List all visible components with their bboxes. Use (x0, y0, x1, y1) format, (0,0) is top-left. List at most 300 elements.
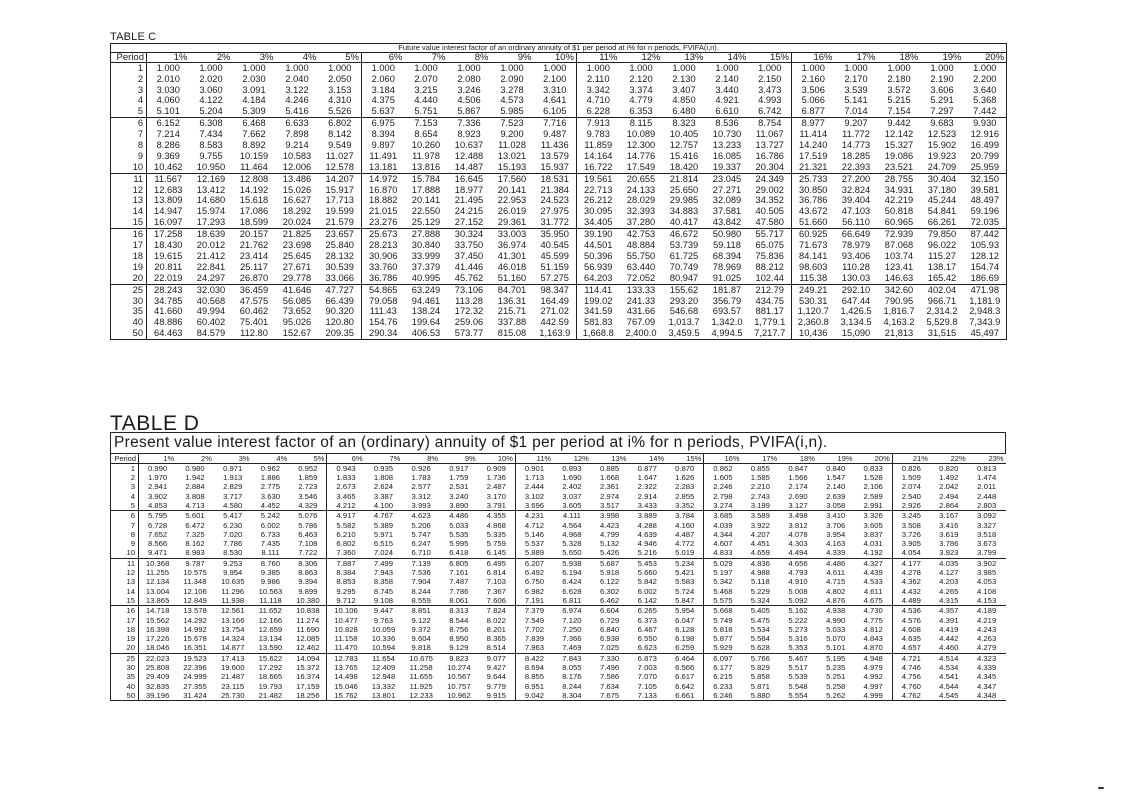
rate-header: 3% (214, 454, 252, 464)
factor-cell: 6.472 (185, 520, 205, 530)
table-row (111, 317, 1007, 328)
factor-cell: 2.283 (666, 483, 704, 492)
factor-cell: 3,134.5 (840, 317, 872, 328)
rate-header: 10% (534, 52, 577, 63)
rate-header: 20% (964, 52, 1007, 63)
factor-cell: 0.840 (826, 463, 846, 473)
factor-cell: 13.801 (365, 691, 403, 701)
factor-cell: 25.840 (319, 240, 362, 251)
factor-cell: 36.974 (497, 240, 527, 251)
factor-cell: 3.310 (534, 85, 577, 96)
factor-cell: 6.233 (713, 681, 733, 691)
factor-cell: 4.544 (939, 681, 959, 691)
factor-cell: 7.652 (147, 530, 168, 539)
factor-cell: 0.820 (939, 463, 959, 473)
factor-cell: 9.369 (156, 151, 180, 161)
table-row (111, 107, 1007, 118)
factor-cell: 5.033 (449, 520, 469, 530)
factor-cell: 1.713 (524, 473, 545, 483)
factor-cell: 7.904 (411, 577, 431, 587)
factor-cell: 1.913 (223, 473, 243, 483)
factor-cell: 4.310 (319, 96, 362, 107)
table-row (111, 673, 1006, 682)
factor-cell: 29.409 (145, 672, 170, 682)
period-cell: 5 (111, 107, 147, 118)
factor-cell: 56.085 (282, 295, 312, 306)
factor-cell: 9.930 (964, 118, 1007, 129)
factor-cell: 165.42 (927, 272, 957, 283)
factor-cell: 4.315 (939, 596, 959, 605)
rate-header: 11% (577, 52, 620, 63)
factor-cell: 12.488 (454, 151, 484, 161)
factor-cell: 18.665 (258, 672, 283, 682)
factor-cell: 6.002 (260, 520, 281, 530)
factor-cell: 3.465 (336, 491, 356, 501)
factor-cell: 12.134 (145, 577, 170, 587)
factor-cell: 10.675 (402, 653, 440, 663)
factor-cell: 4.946 (637, 539, 657, 549)
factor-cell: 14.487 (454, 162, 484, 172)
factor-cell: 4.657 (901, 643, 921, 653)
factor-cell: 2.577 (411, 482, 431, 492)
factor-cell: 1,426.5 (840, 306, 872, 317)
factor-cell: 3.327 (976, 520, 997, 530)
factor-cell: 271.02 (534, 307, 577, 318)
factor-cell: 3.717 (223, 491, 243, 501)
factor-cell: 46.018 (497, 262, 527, 272)
factor-cell: 4.746 (901, 663, 921, 673)
factor-cell: 54.841 (927, 206, 957, 217)
factor-cell: 17.519 (799, 151, 828, 161)
period-cell: 50 (111, 328, 147, 339)
table-row (111, 492, 1006, 501)
factor-cell: 43.672 (799, 206, 828, 217)
factor-cell: 19.599 (319, 207, 362, 218)
factor-cell: 290.34 (362, 328, 405, 339)
factor-cell: 17.560 (491, 173, 534, 184)
factor-cell: 3.791 (478, 501, 516, 511)
factor-cell: 79.058 (369, 295, 398, 306)
factor-cell: 3.092 (968, 511, 1006, 521)
factor-cell: 13.332 (371, 681, 396, 691)
factor-cell: 0.901 (524, 463, 545, 473)
factor-cell: 3.245 (892, 511, 930, 521)
period-cell: 4 (111, 96, 147, 107)
factor-cell: 4.078 (788, 530, 808, 539)
factor-cell: 1.547 (826, 473, 846, 483)
factor-cell: 0.980 (185, 463, 205, 473)
factor-cell: 6.467 (637, 625, 657, 634)
factor-cell: 9.214 (285, 140, 309, 151)
factor-cell: 1.000 (801, 62, 825, 73)
factor-cell: 4.460 (939, 643, 959, 653)
factor-cell: 5.070 (826, 634, 846, 644)
factor-cell: 26.212 (584, 195, 613, 206)
factor-cell: 8.694 (524, 663, 545, 673)
factor-cell: 34.931 (884, 184, 914, 195)
factor-cell: 4.494 (788, 548, 808, 558)
factor-cell: 34.405 (584, 217, 613, 228)
period-header: Period (111, 454, 139, 464)
factor-cell: 15.046 (334, 681, 358, 691)
factor-cell: 530.31 (799, 295, 828, 306)
factor-cell: 8.358 (373, 577, 394, 587)
factor-cell: 5.324 (750, 596, 770, 605)
factor-cell: 881.17 (749, 307, 792, 318)
factor-cell: 72.035 (964, 217, 1007, 228)
factor-cell: 46.672 (663, 229, 706, 240)
factor-cell: 8.654 (414, 129, 438, 140)
rate-header: 7% (365, 454, 403, 464)
factor-cell: 6.802 (319, 118, 362, 129)
factor-cell: 2.487 (478, 483, 516, 492)
factor-cell: 24.133 (626, 184, 656, 195)
factor-cell: 30.840 (411, 240, 441, 251)
factor-cell: 4.576 (901, 615, 921, 625)
factor-cell: 136.31 (497, 295, 527, 306)
factor-cell: 5.118 (751, 577, 770, 587)
period-cell: 6 (111, 511, 139, 521)
factor-cell: 1.000 (457, 62, 481, 73)
factor-cell: 6.729 (599, 615, 620, 625)
factor-cell: 3.508 (901, 520, 921, 530)
factor-cell: 4.391 (939, 615, 959, 625)
factor-cell: 6.495 (478, 558, 516, 568)
factor-cell: 23.657 (319, 229, 362, 240)
factor-cell: 9.253 (214, 558, 252, 568)
factor-cell: 4.246 (285, 95, 309, 106)
factor-cell: 4.344 (713, 530, 733, 539)
factor-cell: 114.41 (577, 284, 620, 295)
factor-cell: 14.324 (220, 634, 245, 644)
factor-cell: 3.640 (964, 85, 1007, 96)
factor-cell: 241.33 (626, 295, 656, 306)
factor-cell: 3.416 (939, 520, 959, 530)
factor-cell: 2.060 (371, 73, 395, 84)
factor-cell: 2.170 (844, 73, 868, 84)
factor-cell: 5.867 (457, 106, 481, 117)
factor-cell: 9.787 (176, 558, 214, 568)
factor-cell: 12.808 (233, 173, 276, 184)
factor-cell: 11.470 (334, 643, 358, 653)
factor-cell: 8.855 (524, 672, 545, 682)
factor-cell: 34.785 (154, 295, 183, 306)
factor-cell: 15.622 (252, 653, 290, 663)
factor-cell: 11.859 (584, 140, 613, 151)
factor-cell: 10.962 (440, 691, 478, 701)
factor-cell: 5.258 (826, 681, 846, 691)
factor-cell: 431.66 (626, 306, 656, 317)
factor-cell: 40.505 (749, 207, 792, 218)
period-cell: 10 (111, 162, 147, 173)
factor-cell: 815.08 (491, 328, 534, 339)
period-header: Period (111, 52, 147, 63)
factor-cell: 4.767 (365, 511, 403, 521)
factor-cell: 18.420 (669, 162, 699, 172)
factor-cell: 47.727 (319, 284, 362, 295)
factor-cell: 4.203 (939, 577, 959, 587)
factor-cell: 11.436 (534, 140, 577, 151)
factor-cell: 12.659 (258, 625, 283, 634)
factor-cell: 7.070 (637, 672, 657, 682)
factor-cell: 6.002 (637, 586, 657, 596)
table-row (111, 530, 1006, 539)
factor-cell: 4.921 (715, 95, 739, 106)
factor-cell: 5.222 (788, 615, 808, 625)
factor-cell: 1.626 (666, 473, 704, 482)
factor-cell: 18.256 (289, 691, 327, 701)
table-c-fvifa (110, 43, 1007, 340)
factor-cell: 0.935 (373, 463, 394, 473)
factor-cell: 4.611 (826, 568, 846, 578)
factor-cell: 9.604 (411, 634, 431, 644)
factor-cell: 3.352 (666, 501, 704, 511)
rate-header: 8% (402, 454, 440, 464)
factor-cell: 21,813 (878, 328, 921, 339)
factor-cell: 5.291 (930, 95, 954, 106)
factor-cell: 20.141 (411, 195, 441, 206)
factor-cell: 4.917 (327, 511, 365, 521)
factor-cell: 12.757 (669, 140, 699, 151)
factor-cell: 1,163.9 (534, 328, 577, 339)
factor-cell: 2,314.2 (926, 306, 958, 317)
factor-cell: 9.763 (373, 615, 394, 625)
factor-cell: 33.999 (411, 251, 441, 261)
factor-cell: 4.545 (930, 691, 968, 701)
factor-cell: 8.306 (289, 558, 327, 568)
factor-cell: 3.246 (457, 84, 481, 95)
factor-cell: 5.468 (713, 586, 733, 596)
factor-cell: 406.53 (405, 328, 448, 339)
period-cell: 12 (111, 185, 147, 196)
factor-cell: 4.843 (855, 634, 893, 643)
factor-cell: 5.938 (553, 558, 591, 568)
rate-header: 21% (892, 454, 930, 464)
factor-cell: 18.882 (369, 195, 398, 206)
factor-cell: 2.210 (750, 482, 770, 492)
factor-cell: 7.191 (524, 596, 545, 605)
factor-cell: 11.690 (289, 625, 327, 634)
factor-cell: 4.730 (855, 606, 893, 616)
factor-cell: 13.865 (145, 596, 170, 605)
factor-cell: 21.487 (220, 672, 245, 682)
period-cell: 15 (111, 217, 147, 228)
period-cell: 11 (111, 173, 147, 184)
factor-cell: 13.765 (334, 663, 358, 673)
period-cell: 2 (111, 74, 147, 85)
factor-cell: 5.877 (713, 634, 733, 644)
factor-cell: 4.514 (930, 653, 968, 663)
factor-cell: 7.839 (524, 634, 545, 644)
factor-cell: 0.971 (223, 463, 243, 473)
factor-cell: 4.177 (892, 558, 930, 568)
factor-cell: 5.537 (524, 539, 545, 549)
factor-cell: 2.531 (449, 482, 469, 492)
factor-cell: 4.278 (901, 568, 921, 578)
period-cell: 15 (111, 596, 139, 606)
factor-cell: 16.786 (749, 151, 792, 162)
factor-cell: 6.097 (704, 653, 742, 663)
factor-cell: 3.784 (666, 511, 704, 521)
factor-cell: 2.624 (373, 482, 394, 492)
factor-cell: 42.753 (620, 229, 663, 240)
factor-cell: 15.416 (669, 151, 699, 161)
factor-cell: 40.995 (411, 272, 441, 283)
factor-cell: 7.786 (223, 539, 243, 549)
factor-cell: 80.947 (669, 272, 699, 283)
factor-cell: 6.975 (362, 118, 405, 129)
factor-cell: 1.000 (156, 62, 180, 73)
factor-cell: 5.235 (826, 663, 846, 673)
table-row (111, 307, 1007, 318)
factor-cell: 2.042 (939, 482, 959, 492)
factor-cell: 7.379 (515, 606, 553, 616)
factor-cell: 7.469 (562, 643, 582, 653)
factor-cell: 36.786 (369, 272, 398, 283)
factor-cell: 7.366 (562, 634, 582, 644)
rate-header: 17% (835, 52, 878, 63)
factor-cell: 8.892 (242, 140, 266, 151)
factor-cell: 73.652 (282, 306, 312, 317)
table-row (111, 587, 1006, 596)
factor-cell: 11.255 (146, 568, 170, 578)
factor-cell: 2,360.8 (797, 317, 829, 328)
factor-cell: 1.783 (411, 473, 431, 483)
period-cell: 1 (111, 464, 139, 474)
factor-cell: 13.021 (497, 151, 527, 161)
factor-cell: 25.129 (411, 217, 441, 228)
factor-cell: 1.000 (629, 62, 653, 73)
factor-cell: 11.978 (412, 151, 440, 161)
factor-cell: 8.754 (749, 118, 792, 129)
factor-cell: 6.464 (666, 653, 704, 663)
factor-cell: 57.275 (534, 273, 577, 284)
factor-cell: 15.784 (405, 173, 448, 184)
factor-cell: 96.022 (927, 240, 957, 251)
factor-cell: 2.150 (749, 74, 792, 85)
period-cell: 25 (111, 653, 139, 663)
factor-cell: 2.855 (666, 492, 704, 501)
factor-cell: 2.106 (855, 483, 893, 492)
factor-cell: 3.410 (817, 511, 855, 521)
factor-cell: 0.870 (666, 464, 704, 474)
factor-cell: 9.915 (478, 691, 516, 701)
factor-cell: 6.177 (713, 663, 733, 673)
factor-cell: 8.022 (478, 616, 516, 625)
factor-cell: 8.115 (620, 118, 663, 129)
factor-cell: 17.413 (214, 653, 252, 663)
scan-speck (1098, 787, 1104, 789)
factor-cell: 1.000 (586, 62, 610, 73)
factor-cell: 13.578 (176, 606, 214, 616)
factor-cell: 155.62 (663, 284, 706, 295)
factor-cell: 7.786 (449, 586, 469, 596)
factor-cell: 20.024 (282, 217, 312, 228)
factor-cell: 9.755 (199, 151, 223, 161)
factor-cell: 41.660 (154, 306, 183, 317)
period-cell: 14 (111, 587, 139, 596)
factor-cell: 4.192 (855, 549, 893, 559)
factor-cell: 5.554 (779, 691, 817, 701)
factor-cell: 22.019 (154, 272, 183, 283)
factor-cell: 5.242 (252, 511, 290, 521)
factor-cell: 3.440 (715, 84, 739, 95)
factor-cell: 36.786 (799, 195, 828, 206)
factor-cell: 19.337 (712, 162, 742, 172)
factor-cell: 8.544 (449, 615, 469, 625)
factor-cell: 5.092 (788, 596, 808, 605)
period-cell: 6 (111, 118, 147, 129)
table-row (111, 140, 1007, 151)
factor-cell: 6.210 (336, 530, 356, 539)
factor-cell: 292.10 (835, 284, 878, 295)
factor-cell: 0.909 (478, 464, 516, 474)
factor-cell: 6.877 (801, 106, 825, 117)
factor-cell: 98.347 (534, 284, 577, 295)
factor-cell: 4.329 (289, 501, 327, 511)
factor-cell: 8.422 (515, 653, 553, 663)
factor-cell: 37.581 (712, 206, 742, 217)
factor-cell: 7.898 (285, 129, 309, 140)
factor-cell: 79.850 (921, 229, 964, 240)
factor-cell: 13.004 (145, 586, 170, 596)
factor-cell: 40.417 (669, 217, 699, 228)
period-cell: 9 (111, 151, 147, 162)
factor-cell: 11.414 (799, 129, 828, 140)
factor-cell: 5.985 (500, 106, 524, 117)
factor-cell: 12.561 (214, 606, 252, 616)
factor-cell: 4.345 (976, 672, 997, 682)
factor-cell: 21.825 (276, 229, 319, 240)
factor-cell: 11.652 (252, 606, 290, 616)
factor-cell: 11.067 (749, 129, 792, 140)
factor-cell: 4.122 (199, 95, 223, 106)
rate-header: 13% (663, 52, 706, 63)
factor-cell: 11.491 (369, 151, 398, 161)
factor-cell: 4.451 (750, 539, 770, 549)
factor-cell: 6.873 (628, 653, 666, 663)
factor-cell: 10.477 (334, 615, 358, 625)
factor-cell: 1,668.8 (577, 328, 620, 339)
factor-cell: 5.216 (637, 548, 657, 558)
factor-cell: 111.43 (369, 306, 397, 317)
factor-cell: 6.633 (276, 118, 319, 129)
factor-cell: 4,994.5 (706, 328, 749, 339)
table-row (111, 625, 1006, 634)
period-cell: 12 (111, 568, 139, 577)
factor-cell: 17.549 (626, 162, 656, 172)
factor-cell: 6.230 (223, 520, 243, 530)
factor-cell: 75.836 (749, 251, 792, 262)
factor-cell: 5.535 (449, 530, 469, 539)
factor-cell: 87.442 (964, 229, 1007, 240)
factor-cell: 2.914 (637, 491, 657, 501)
factor-cell: 3.274 (713, 501, 733, 510)
factor-cell: 45.762 (454, 272, 484, 283)
factor-cell: 6.492 (524, 568, 545, 578)
period-cell: 1 (111, 63, 147, 74)
factor-cell: 4.641 (534, 96, 577, 107)
factor-cell: 3.278 (500, 84, 524, 95)
factor-cell: 5.637 (371, 106, 395, 117)
factor-cell: 20.304 (749, 162, 792, 173)
factor-cell: 4,163.2 (883, 317, 915, 328)
factor-cell: 12.085 (289, 634, 327, 643)
factor-cell: 66.649 (835, 229, 878, 240)
factor-cell: 123.41 (884, 262, 914, 272)
factor-cell: 4.715 (826, 577, 846, 587)
factor-cell: 4.659 (750, 548, 770, 558)
